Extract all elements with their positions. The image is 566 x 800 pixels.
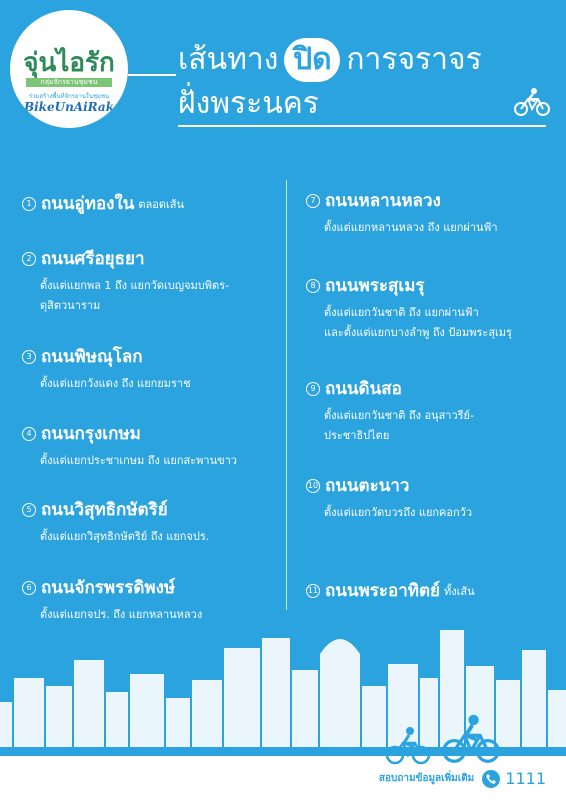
route-name: ถนนพระสุเมรุ (325, 276, 425, 296)
route-11 (306, 577, 475, 604)
route-description (22, 374, 191, 394)
number-circle-icon: 3 (22, 350, 36, 364)
route-name: ถนนพระอาทิตย์ (325, 581, 440, 601)
route-description-line: ตั้งแต่แยกจปร. ถึง แยกหลานหลวง (40, 608, 203, 621)
route-description-line: ตั้งแต่แยกประชาเกษม ถึง แยกสะพานขาว (40, 454, 237, 467)
header-divider-short (128, 74, 176, 76)
route-name: ถนนกรุงเกษม (41, 424, 141, 444)
title-part1: เส้นทาง (178, 42, 279, 77)
logo-ribbon: กลุ่มจักรยานชุมชน (26, 78, 112, 87)
contact-footer (379, 768, 546, 794)
number-circle-icon: 10 (306, 479, 320, 493)
number-circle-icon: 9 (306, 382, 320, 396)
number-circle-icon: 8 (306, 279, 320, 293)
number-circle-icon: 1 (22, 197, 36, 211)
route-description (306, 303, 512, 343)
route-name: ถนนตะนาว (325, 476, 410, 496)
route-description (22, 451, 237, 471)
title-highlight: ปิด (284, 38, 340, 82)
route-description-line: ตั้งแต่แยกพล 1 ถึง แยกวัดเบญจมบพิตร- (40, 279, 230, 292)
route-name: ถนนจักรพรรดิพงษ์ (41, 578, 176, 598)
route-4 (22, 420, 237, 471)
route-name: ถนนวิสุทธิกษัตริย์ (41, 500, 168, 520)
number-circle-icon: 5 (22, 503, 36, 517)
route-name: ถนนอู่ทองใน (41, 194, 135, 214)
number-circle-icon: 6 (22, 581, 36, 595)
route-suffix: ทั้งเส้น (443, 584, 475, 598)
route-9 (306, 375, 474, 446)
contact-phone: 1111 (505, 769, 546, 788)
page-title (178, 38, 482, 82)
phone-icon (482, 770, 500, 788)
route-1 (22, 190, 184, 217)
route-name: ถนนพิษณุโลก (41, 347, 143, 367)
logo-tagline: ร่วมสร้างพื้นที่จักรยานในชุมชน (28, 93, 110, 100)
number-circle-icon: 11 (306, 584, 320, 598)
number-circle-icon: 7 (306, 194, 320, 208)
contact-label: สอบถามข้อมูลเพิ่มเติม (378, 773, 475, 784)
bicycle-icon (512, 86, 552, 118)
route-6 (22, 574, 202, 625)
route-name: ถนนหลานหลวง (325, 191, 441, 211)
title-part2: การจราจร (346, 42, 482, 77)
route-3 (22, 343, 191, 394)
route-description (306, 503, 472, 523)
route-description (306, 218, 498, 238)
route-description-line: ตั้งแต่แยกวันชาติ ถึง อนุสาวรีย์- (324, 409, 474, 422)
logo-brand: BikeUnAiRak (23, 100, 115, 114)
route-description-line: ตั้งแต่แยกวัดบวรถึง แยกคอกวัว (324, 506, 473, 519)
logo-title: จุ่นไอรัก (23, 48, 115, 78)
route-name: ถนนศรีอยุธยา (41, 249, 145, 269)
route-description-line: ตั้งแต่แยกหลานหลวง ถึง แยกผ่านฟ้า (324, 221, 498, 234)
number-circle-icon: 4 (22, 427, 36, 441)
route-description-line: ตั้งแต่แยกวังแดง ถึง แยกยมราช (40, 377, 191, 390)
route-5 (22, 496, 209, 547)
route-name: ถนนดินสอ (325, 379, 402, 399)
bicycle-icon (384, 725, 432, 765)
number-circle-icon: 2 (22, 252, 36, 266)
column-divider (286, 180, 287, 610)
route-7 (306, 187, 498, 238)
bicycle-icon (440, 712, 502, 764)
route-description (22, 276, 229, 316)
header-divider-long (178, 125, 546, 127)
route-suffix: ตลอดเส้น (138, 197, 185, 211)
route-description (306, 406, 474, 446)
logo (10, 10, 128, 128)
route-description-line: ตั้งแต่แยกวันชาติ ถึง แยกผ่านฟ้า (324, 306, 479, 319)
route-description-line: ประชาธิปไตย (324, 429, 390, 442)
route-description-line: ตั้งแต่แยกวิสุทธิกษัตริย์ ถึง แยกจปร. (40, 530, 210, 543)
route-10 (306, 472, 472, 523)
route-description-line: และตั้งแต่แยกบางลำพู ถึง ป้อมพระสุเมรุ (324, 326, 512, 339)
route-8 (306, 272, 512, 343)
page-subtitle: ฝั่งพระนคร (178, 86, 319, 121)
route-description (22, 527, 209, 547)
route-2 (22, 245, 229, 316)
route-description-line: ดุสิตวนาราม (40, 299, 101, 312)
